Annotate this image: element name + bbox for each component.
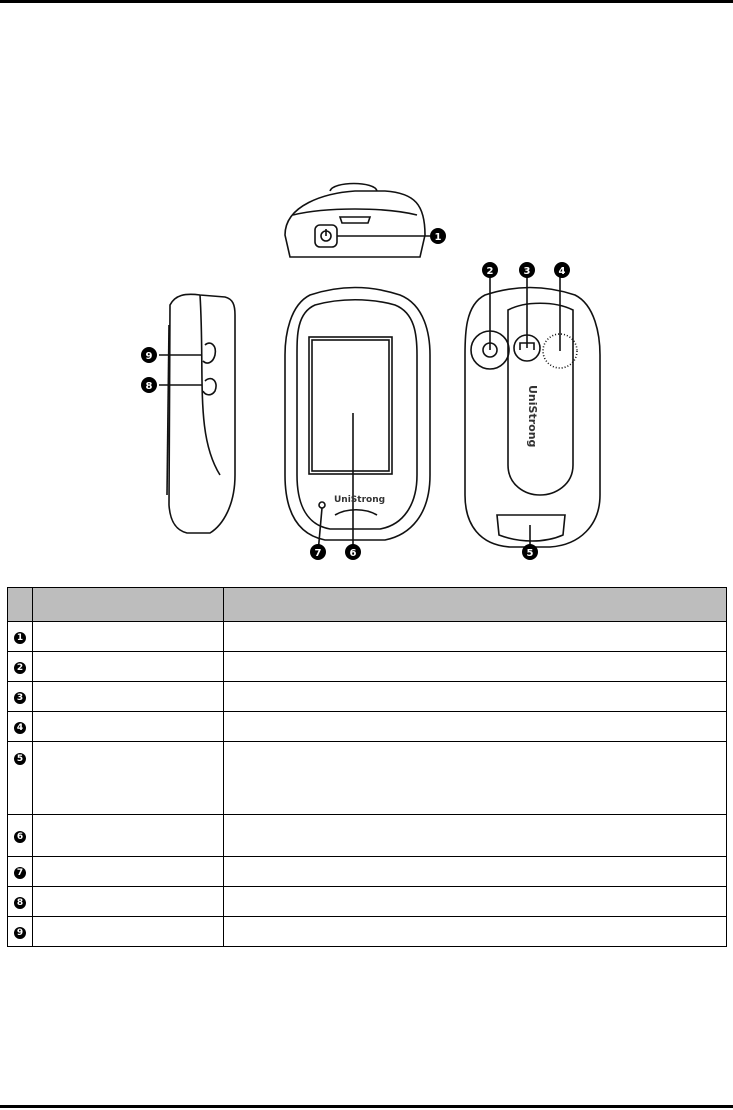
svg-text:4: 4 bbox=[558, 266, 566, 277]
table-row bbox=[8, 857, 727, 887]
row-name bbox=[33, 622, 224, 652]
header-number bbox=[8, 588, 33, 622]
row-description bbox=[224, 652, 727, 682]
table-row bbox=[8, 917, 727, 947]
row-description bbox=[224, 712, 727, 742]
device-front-view bbox=[285, 288, 430, 554]
header-name bbox=[33, 588, 224, 622]
row-name bbox=[33, 742, 224, 815]
top-rule bbox=[0, 0, 733, 3]
row-description bbox=[224, 622, 727, 652]
row-number-badge: 6 bbox=[14, 831, 26, 843]
table-row bbox=[8, 622, 727, 652]
row-description bbox=[224, 682, 727, 712]
row-number-badge: 4 bbox=[14, 722, 26, 734]
callout-5 bbox=[522, 544, 538, 560]
row-number-badge: 5 bbox=[14, 753, 26, 765]
svg-text:8: 8 bbox=[145, 381, 153, 392]
svg-text:6: 6 bbox=[349, 548, 357, 559]
table-row bbox=[8, 742, 727, 815]
row-number-badge: 8 bbox=[14, 897, 26, 909]
row-name bbox=[33, 652, 224, 682]
device-illustration bbox=[125, 175, 605, 575]
row-name bbox=[33, 857, 224, 887]
row-number-badge: 7 bbox=[14, 867, 26, 879]
row-name bbox=[33, 917, 224, 947]
row-number-badge: 1 bbox=[14, 632, 26, 644]
row-description bbox=[224, 742, 727, 815]
callout-3 bbox=[519, 262, 535, 278]
svg-text:2: 2 bbox=[486, 266, 494, 277]
row-name bbox=[33, 887, 224, 917]
svg-text:7: 7 bbox=[314, 548, 322, 559]
svg-text:5: 5 bbox=[526, 548, 534, 559]
callout-4 bbox=[554, 262, 570, 278]
table-row bbox=[8, 652, 727, 682]
callout-8 bbox=[141, 377, 157, 393]
row-description bbox=[224, 857, 727, 887]
row-description bbox=[224, 815, 727, 857]
table-row bbox=[8, 712, 727, 742]
callout-1 bbox=[430, 228, 446, 244]
device-side-view bbox=[159, 294, 235, 533]
header-description bbox=[224, 588, 727, 622]
row-number-badge: 3 bbox=[14, 692, 26, 704]
parts-table bbox=[7, 587, 727, 947]
front-brand-text: UniStrong bbox=[334, 495, 386, 505]
svg-text:3: 3 bbox=[523, 266, 531, 277]
table-header-row bbox=[8, 588, 727, 622]
device-top-view bbox=[285, 184, 430, 258]
row-description bbox=[224, 917, 727, 947]
callout-2 bbox=[482, 262, 498, 278]
row-name bbox=[33, 712, 224, 742]
bottom-rule bbox=[0, 1105, 733, 1108]
row-number-badge: 2 bbox=[14, 662, 26, 674]
table-row bbox=[8, 815, 727, 857]
callout-6 bbox=[345, 544, 361, 560]
svg-text:1: 1 bbox=[434, 232, 442, 243]
row-name bbox=[33, 815, 224, 857]
row-name bbox=[33, 682, 224, 712]
row-number-badge: 9 bbox=[14, 927, 26, 939]
back-brand-text: UniStrong bbox=[526, 385, 539, 448]
callout-9 bbox=[141, 347, 157, 363]
callout-7 bbox=[310, 544, 326, 560]
row-description bbox=[224, 887, 727, 917]
table-row bbox=[8, 887, 727, 917]
table-row bbox=[8, 682, 727, 712]
svg-text:9: 9 bbox=[145, 351, 153, 362]
